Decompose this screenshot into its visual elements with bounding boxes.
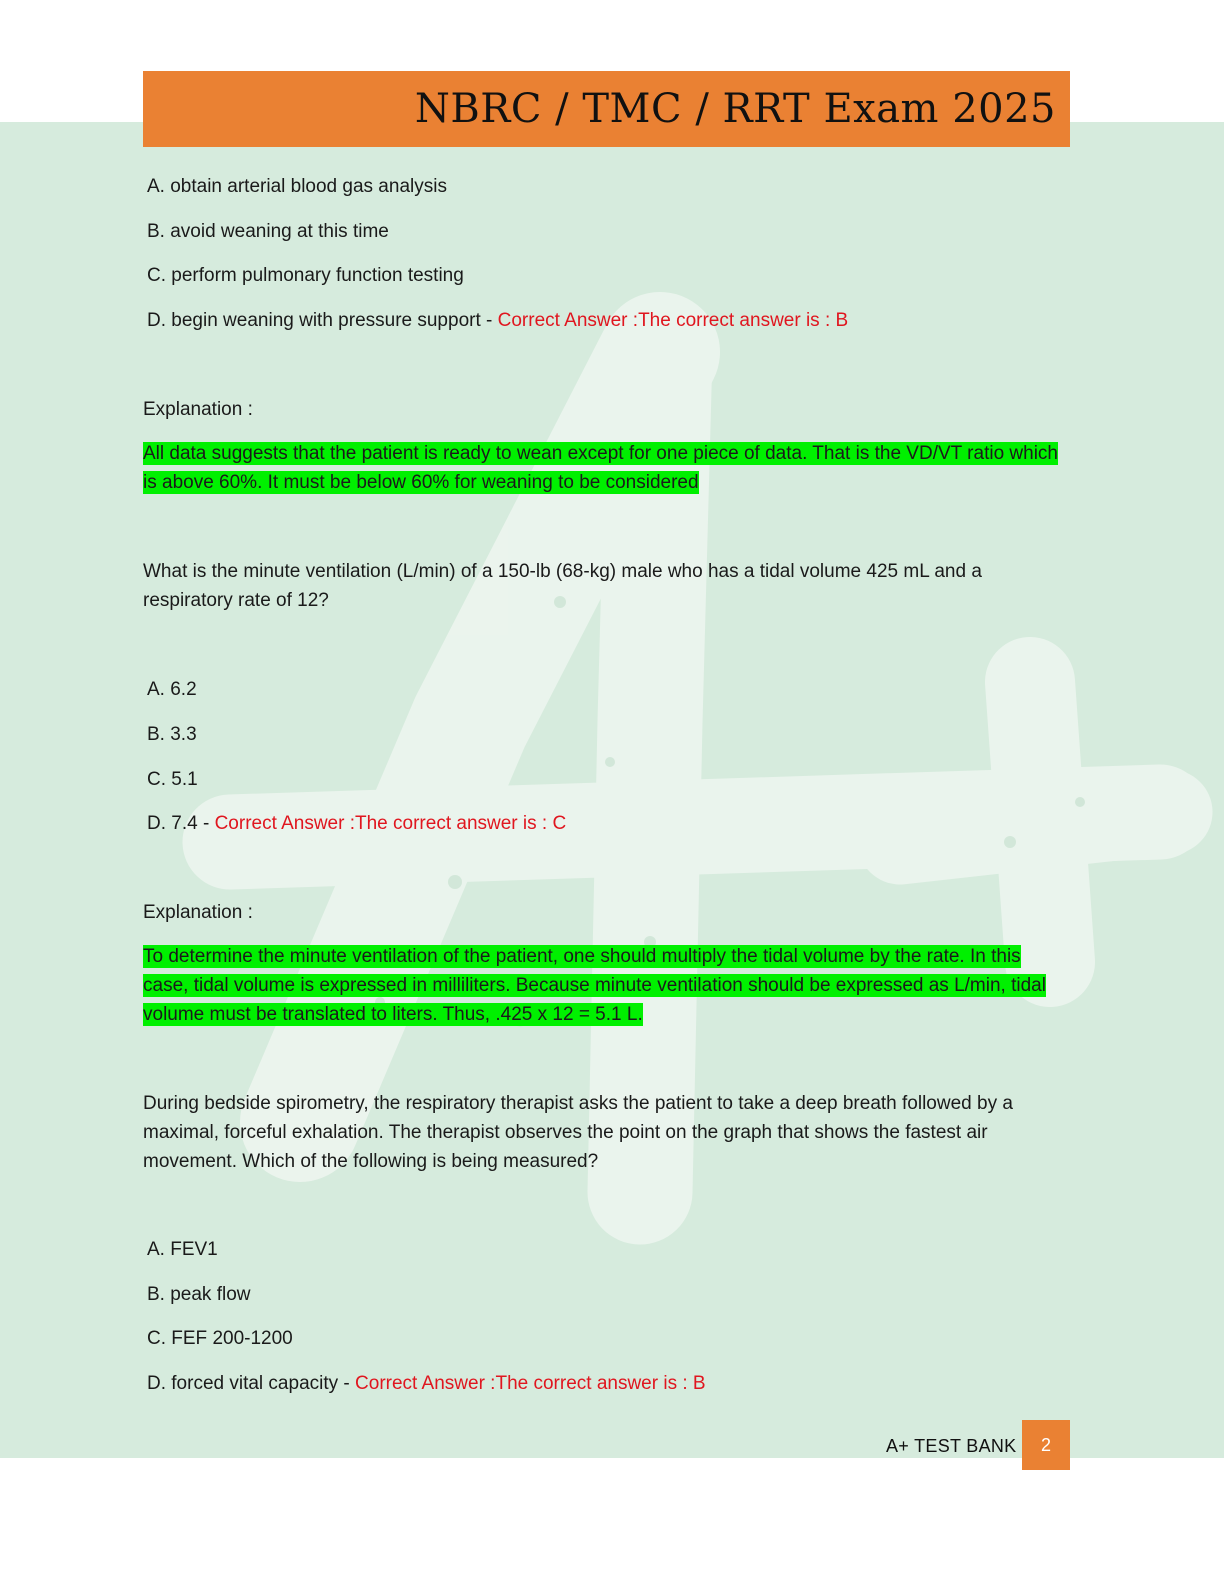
- option-d: [147, 809, 566, 838]
- explanation-text: [143, 942, 1068, 1029]
- option-b: B. 3.3: [147, 724, 197, 745]
- explanation-highlight: To determine the minute ventilation of the patient, one should multiply the tidal volume by the rate. In this case, tidal volume is expressed in milliliters. Because minute ventilation should be expressed as L/min, tidal volume must be translated to liters. Thus, .425 x 12 = 5.1 L.: [143, 946, 1046, 1025]
- option-c: C. 5.1: [147, 769, 198, 790]
- option-a: A. FEV1: [147, 1239, 218, 1260]
- explanation-label: Explanation :: [143, 902, 253, 923]
- correct-answer: Correct Answer :The correct answer is : C: [214, 813, 567, 834]
- option-d-text: D. forced vital capacity -: [147, 1373, 356, 1394]
- document-title: NBRC / TMC / RRT Exam 2025: [414, 86, 1056, 132]
- option-c: C. FEF 200-1200: [147, 1328, 293, 1349]
- explanation-text: [143, 439, 1068, 497]
- correct-answer: Correct Answer :The correct answer is : B: [355, 1373, 706, 1394]
- explanation-highlight: All data suggests that the patient is ready to wean except for one piece of data. That is the VD/VT ratio which is above 60%. It must be below 60% for weaning to be considered: [143, 443, 1058, 493]
- option-c: C. perform pulmonary function testing: [147, 265, 464, 286]
- explanation-label: Explanation :: [143, 399, 253, 420]
- page-number: 2: [1040, 1434, 1051, 1455]
- option-d: [147, 306, 848, 335]
- question-text: What is the minute ventilation (L/min) of a 150-lb (68-kg) male who has a tidal volume 425 mL and a respiratory rate of 12?: [143, 561, 982, 611]
- option-a: A. 6.2: [147, 679, 197, 700]
- question-text: During bedside spirometry, the respiratory therapist asks the patient to take a deep breath followed by a maximal, forceful exhalation. The therapist observes the point on the graph that shows the fastest air movement. Which of the following is being measured?: [143, 1093, 1013, 1172]
- option-d-text: D. begin weaning with pressure support -: [147, 310, 498, 331]
- option-d: [147, 1369, 706, 1398]
- option-d-text: D. 7.4 -: [147, 813, 215, 834]
- option-a: A. obtain arterial blood gas analysis: [147, 176, 447, 197]
- option-b: B. peak flow: [147, 1284, 251, 1305]
- page-number-badge: [1022, 1420, 1070, 1470]
- option-b: B. avoid weaning at this time: [147, 221, 389, 242]
- footer-label: A+ TEST BANK: [886, 1436, 1017, 1456]
- correct-answer: Correct Answer :The correct answer is : B: [497, 310, 849, 331]
